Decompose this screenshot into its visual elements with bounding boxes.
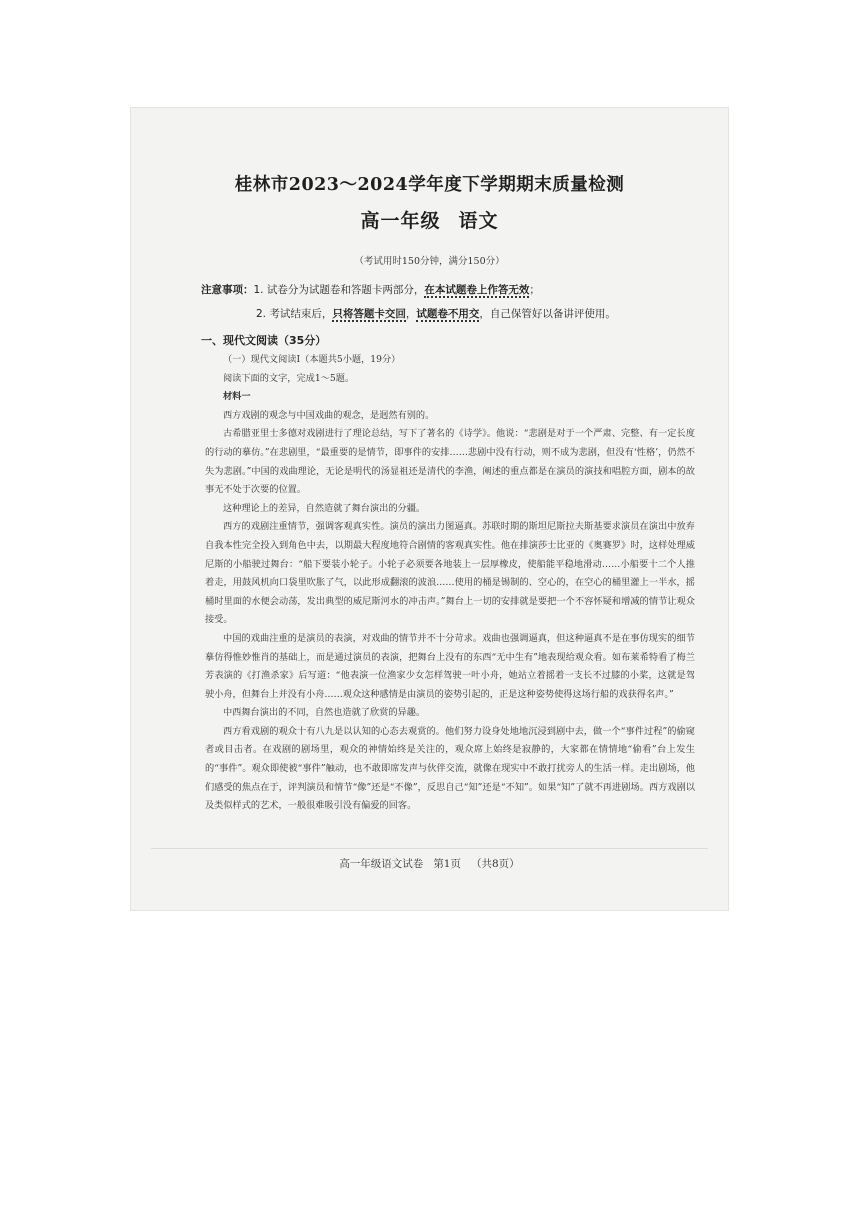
exam-subtitle — [131, 206, 728, 233]
notice-item-1-text: 1. 试卷分为试题卷和答题卡两部分， — [253, 284, 425, 296]
section-heading: 一、现代文阅读（35分） — [201, 334, 327, 347]
paragraph: 中国的戏曲注重的是演员的表演，对戏曲的情节并不十分苛求。戏曲也强调逼真，但这种逼真不是在事仿现实的细节摹仿得惟妙惟肖的基础上，而是通过演员的表演，把舞台上没有的东西“无中生有”地表现给观众看。如布莱希特看了梅兰芳表演的《打渔杀家》后写道：“他表演一位渔家少女怎样驾驶一叶小舟，她站立着摇着一支长不过膝的小桨，这就是驾驶小舟，但舞台上并没有小舟……观众这种感情是由演员的姿势引起的，正是这种姿势使得这场行船的戏获得名声。” — [205, 632, 695, 700]
subsection-heading: （一）现代文阅读Ⅰ（本题共5小题，19分） — [223, 354, 401, 365]
notice-item-1-end: ； — [529, 284, 540, 296]
footer-page-total: （共8页） — [471, 858, 520, 870]
notice-label: 注意事项： — [201, 284, 254, 296]
notice-item-2-mid: ， — [405, 308, 417, 320]
notice-item-2-emphasis-1: 只将答题卡交回 — [332, 308, 406, 320]
exam-title: 桂林市2023～2024学年度下学期期末质量检测 — [234, 175, 625, 195]
notice-item-2 — [201, 302, 616, 326]
paragraph: 西方的戏剧注重情节，强调客观真实性。演员的演出力图逼真。苏联时期的斯坦尼斯拉夫斯基要求演员在演出中放弃自我本性完全投入到角色中去，以期最大程度地符合剧情的客观真实性。他在排演莎士比亚的《奥赛罗》时，这样处理威尼斯的小船驶过舞台：“船下要装小轮子。小轮子必须要各地装上一层厚橡皮，使船能平稳地滑动……小船要十二个人推着走，用鼓风机向口袋里吹胀了气，以此形成翻滚的波浪……使用的桶是锡制的、空心的，在空心的桶里灌上一半水，摇桶时里面的水便会动荡，发出典型的威尼斯河水的冲击声。”舞台上一切的安排就是要把一个不容怀疑和增减的情节让观众接受。 — [205, 521, 695, 626]
subject-label: 语文 — [458, 210, 499, 232]
notice-item-1-emphasis: 在本试题卷上作答无效 — [424, 284, 530, 296]
notice-block — [201, 278, 616, 326]
reading-passage — [205, 351, 695, 816]
footer-divider — [151, 848, 708, 849]
exam-page — [130, 107, 729, 911]
material-label: 材料一 — [223, 391, 251, 403]
notice-item-1 — [201, 278, 616, 302]
notice-item-2-end: ，自己保管好以备讲评使用。 — [479, 308, 616, 320]
grade-label: 高一年级 — [360, 210, 441, 232]
reading-instruction: 阅读下面的文字，完成1～5题。 — [223, 372, 355, 384]
paragraph: 中西舞台演出的不同，自然也造就了欣赏的异趣。 — [223, 707, 426, 719]
footer-paper-name: 高一年级语文试卷 — [339, 858, 424, 870]
page-footer — [131, 856, 728, 871]
notice-item-2-text: 2. 考试结束后， — [256, 308, 333, 320]
paragraph: 这种理论上的差异，自然造就了舞台演出的分疆。 — [223, 502, 426, 514]
notice-item-2-emphasis-2: 试题卷不用交 — [416, 308, 480, 320]
paragraph: 西方戏剧的观念与中国戏曲的观念，是迥然有别的。 — [223, 409, 435, 421]
paragraph: 古希腊亚里士多德对戏剧进行了理论总结，写下了著名的《诗学》。他说：“悲剧是对于一个严肃、完整、有一定长度的行动的摹仿。”在悲剧里，“最重要的是情节，即事件的安排……悲剧中没有行动，则不成为悲剧，但没有‘性格’，仍然不失为悲剧。”中国的戏曲理论，无论是明代的汤显祖还是清代的李渔，阐述的重点都是在演员的演技和唱腔方面，剧本的故事无不处于次要的位置。 — [205, 428, 695, 496]
exam-time-info: （考试用时150分钟，满分150分） — [354, 256, 505, 267]
footer-page-number: 第1页 — [433, 858, 461, 870]
paragraph: 西方看戏剧的观众十有八九是以认知的心态去观赏的。他们努力设身处地地沉浸到剧中去，做一个“事件过程”的偷窥者或目击者。在戏剧的剧场里，观众的神情始终是关注的，观众席上始终是寂静的，大家都在情情地“偷看”台上发生的“事件”。观众即使被“事件”触动，也不敢即席发声与伙伴交流，就像在现实中不敢打扰旁人的生活一样。走出剧场，他们感受的焦点在于，评判演员和情节“像”还是“不像”，反思自己“知”还是“不知”。如果“知”了就不再进剧场。西方戏剧以及类似样式的艺术，一般很难吸引没有偏爱的回客。 — [205, 725, 695, 812]
